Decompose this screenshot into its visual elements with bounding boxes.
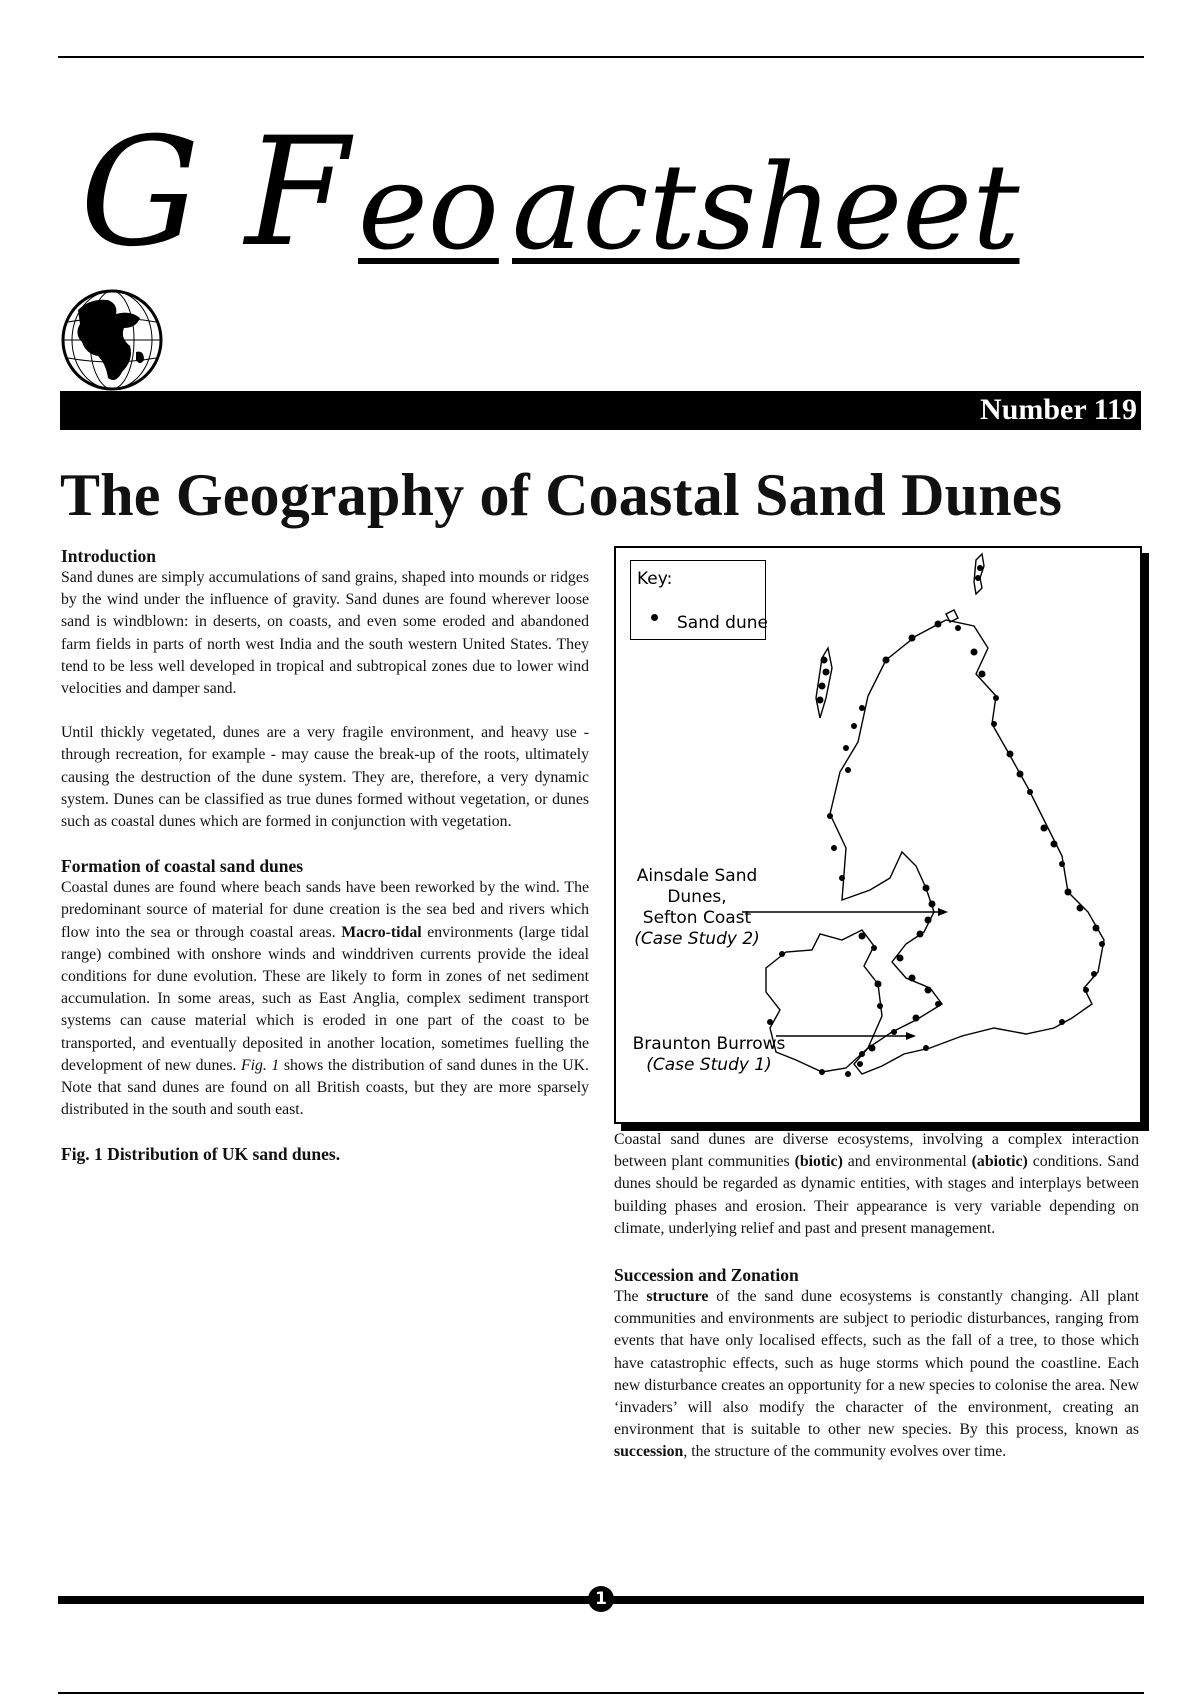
formation-paragraph: Coastal dunes are found where beach sands have been reworked by the wind. The predominant source of material for dune creation is the sea bed and rivers which flow into the sea or through coastal areas. Macro-tidal environments (large tidal range) combined with onshore winds and winddriven currents provide the ideal conditions for dune evolution. These are likely to form in zones of net sediment accumulation. In some areas, such as East Anglia, complex sediment transport systems can cause material which is eroded in one part of the coast to be transported, and eventually deposited in another location, sometimes fuelling the development of new dunes. Fig. 1 shows the distribution of sand dunes in the UK. Note that sand dunes are found on all British coasts, but they are more sparsely distributed in the south and south east. [61,879,589,1119]
masthead-eo: eo [358,138,499,276]
page-number: 1 [588,1586,614,1612]
globe-icon [60,288,164,392]
key-item: Sand dune [677,613,768,633]
masthead-logo [80,106,1080,280]
braunton-case-study: (Case Study 1) [646,1055,772,1075]
ainsdale-label [622,866,772,950]
ainsdale-line-2: Dunes, [667,887,727,907]
succession-paragraph: The structure of the sand dune ecosystems is constantly changing. All plant communities and environments are subject to periodic disturbances, ranging from events that have only localised effects, such as the fall of a tree, to those which have catastrophic effects, such as huge storms which pound the coastline. Each new disturbance creates an opportunity for a new species to colonise the area. New ‘invaders’ will also modify the character of the environment, creating an environment that is suitable to other new species. By this process, known as succession, the structure of the community evolves over time. [614,1288,1139,1461]
succession-heading: Succession and Zonation [614,1265,799,1286]
uk-sand-dune-map [614,546,1142,1124]
left-column [61,545,589,1165]
masthead-f: F [245,106,350,280]
ainsdale-line-1: Ainsdale Sand [636,866,758,886]
issue-number-bar [60,391,1141,430]
intro-heading: Introduction [61,546,156,566]
top-rule [58,56,1144,58]
masthead-g: G [80,106,200,280]
bottom-rule [58,1692,1144,1694]
right-column [614,1129,1139,1464]
intro-paragraph-2: Until thickly vegetated, dunes are a very fragile environment, and heavy use - through recreation, for example - may cause the break-up of the roots, ultimately causing the destruction of the dune system. They are, therefore, a very dynamic system. Dunes can be classified as true dunes formed without vegetation, or dunes such as coastal dunes which are formed in conjunction with vegetation. [61,724,589,831]
ainsdale-case-study: (Case Study 2) [634,929,760,949]
intro-paragraph-1: Sand dunes are simply accumulations of sand grains, shaped into mounds or ridges by the wind under the influence of gravity. Sand dunes are found wherever loose sand is windblown: in deserts, on coasts, and even some eroded and abandoned farm fields in parts of north west India and the south western United States. They tend to be less well developed in tropical and subtropical zones due to lower wind velocities and damper sand. [61,569,589,698]
masthead-actsheet: actsheet [512,138,1020,276]
braunton-line-1: Braunton Burrows [632,1034,786,1054]
key-title: Key: [637,569,673,589]
figure-caption: Fig. 1 Distribution of UK sand dunes. [61,1144,341,1165]
issue-number: Number 119 [980,393,1137,426]
formation-heading: Formation of coastal sand dunes [61,856,304,877]
page-title: The Geography of Coastal Sand Dunes [60,462,1063,528]
braunton-label [624,1034,794,1076]
ainsdale-line-3: Sefton Coast [642,908,752,928]
ecosystem-paragraph: Coastal sand dunes are diverse ecosystems, involving a complex interaction between plant communities (biotic) and environmental (abiotic) conditions. Sand dunes should be regarded as dynamic entities, with stages and interplays between building phases and erosion. Their appearance is very variable depending on climate, underlying relief and past and present management. [614,1131,1140,1237]
